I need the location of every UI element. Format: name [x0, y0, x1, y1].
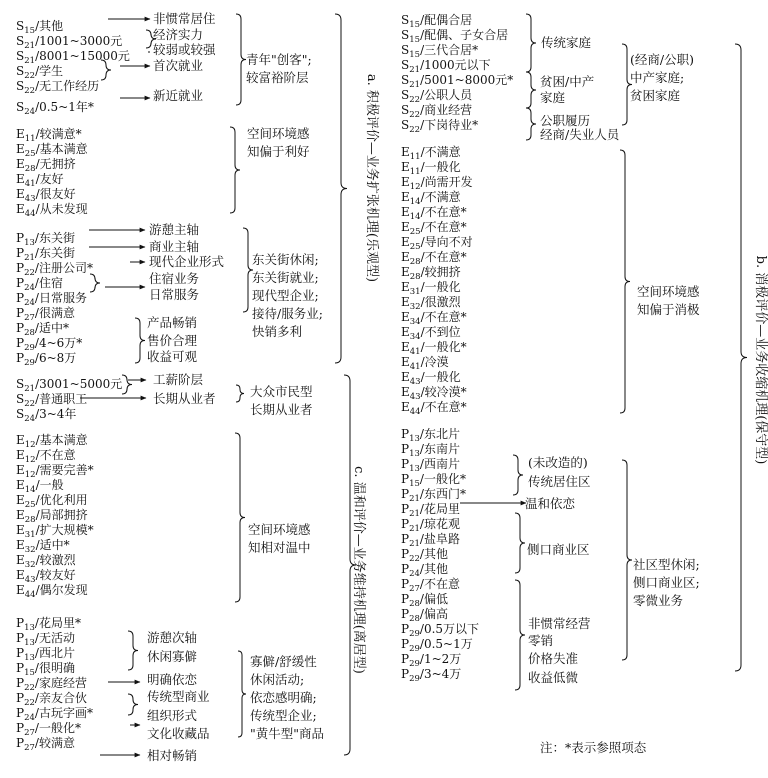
group-label: 东关街休闲; — [252, 252, 319, 267]
footnote: 注：*表示参照项态 — [540, 740, 647, 755]
item-code: $E_{44}/$从未发现 — [16, 202, 88, 219]
item-code: $E_{12}/$基本满意 — [16, 433, 88, 450]
group-label: 零微业务 — [633, 593, 684, 608]
group-label: 接待/服务业; — [252, 306, 323, 321]
item-code: $P_{13}/$东南片 — [401, 442, 460, 459]
item-code: $P_{21}/$东关街 — [16, 246, 75, 263]
mechanism-desc: 较弱或较强 — [153, 42, 216, 57]
item-code: $E_{31}/$扩大规模* — [16, 523, 94, 540]
item-code: $P_{28}/$偏高 — [401, 607, 448, 624]
mechanism-desc: 收益可观 — [147, 349, 198, 364]
item-code: $E_{32}/$适中* — [16, 538, 70, 555]
mechanism-desc: 工薪阶层 — [153, 372, 204, 387]
mechanism-desc: 住宿业务 — [149, 271, 200, 286]
item-code: $P_{13}/$无活动 — [16, 631, 75, 648]
group-label: 侧口商业区; — [633, 575, 700, 590]
item-code: $E_{12}/$需要完善* — [16, 463, 94, 480]
group-label: 贫困家庭 — [630, 88, 681, 103]
panel-c-label: c. 温和评价—业务维持机理(离居型) — [351, 466, 366, 674]
mechanism-desc: 首次就业 — [153, 58, 204, 73]
item-code: $P_{24}/$古玩字画* — [16, 706, 93, 723]
mechanism-desc: 传统型商业 — [147, 689, 210, 704]
item-code: $S_{22}/$学生 — [16, 64, 64, 81]
mechanism-desc: 明确依恋 — [147, 672, 198, 687]
mechanism-desc: 长期从业者 — [153, 391, 216, 406]
group-label: 快销多利 — [252, 324, 303, 339]
group-label: 长期从业者 — [250, 402, 313, 417]
mechanism-desc: 温和依恋 — [525, 496, 576, 511]
mechanism-desc: 非惯常居住 — [153, 11, 216, 26]
mechanism-desc: 传统居住区 — [528, 474, 591, 489]
item-code: $P_{15}/$很明确 — [16, 661, 75, 678]
group-label: 传统型企业; — [250, 708, 317, 723]
item-code: $P_{28}/$适中* — [16, 321, 69, 338]
group-label: "黄牛型"商品 — [250, 726, 324, 741]
item-code: $P_{22}/$家庭经营 — [16, 676, 87, 693]
mechanism-desc: 休闲寡僻 — [147, 649, 198, 664]
item-code: $S_{22}/$商业经营 — [401, 103, 473, 120]
item-code: $P_{22}/$其他 — [401, 547, 448, 564]
item-code: $E_{43}/$较冷漠* — [401, 385, 467, 402]
item-code: $E_{32}/$很激烈 — [401, 295, 461, 312]
mechanism-desc: 零销 — [528, 633, 554, 648]
item-code: $E_{34}/$不在意* — [401, 310, 467, 327]
group-label: 社区型休闲; — [633, 557, 700, 572]
item-code: $P_{22}/$亲友合伙 — [16, 691, 87, 708]
mechanism-desc: 经济实力 — [153, 27, 204, 42]
item-code: $P_{29}/4\sim 6$万* — [16, 336, 83, 353]
item-code: $E_{41}/$友好 — [16, 172, 64, 189]
mechanism-desc: 知偏于消极 — [637, 302, 700, 317]
item-code: $S_{22}/$公职人员 — [401, 88, 473, 105]
mechanism-desc: 空间环境感 — [248, 522, 311, 537]
item-code: $S_{21}/1001\sim 3000$元 — [16, 34, 123, 51]
item-code: $E_{11}/$较满意* — [16, 127, 82, 144]
mechanism-desc: 空间环境感 — [637, 284, 700, 299]
mechanism-desc: 贫困/中产 — [540, 74, 595, 89]
item-code: $S_{15}/$配偶合居 — [401, 13, 473, 30]
panel-b-label: b. 消极评价—业务收缩机理(保守型) — [753, 255, 768, 465]
item-code: $P_{24}/$日常服务 — [16, 291, 87, 308]
item-code: $E_{11}/$一般化 — [401, 160, 461, 177]
item-code: $P_{29}/3\sim 4$万 — [401, 667, 462, 684]
group-label: 青年"创客"; — [246, 52, 312, 67]
item-code: $S_{21}/3001\sim 5000$元 — [16, 377, 123, 394]
item-code: $E_{41}/$冷漠 — [401, 355, 449, 372]
mechanism-desc: 收益低微 — [528, 670, 579, 685]
item-code: $S_{15}/$其他 — [16, 19, 64, 36]
item-code: $E_{14}/$不在意* — [401, 205, 467, 222]
diagram-content — [16, 11, 768, 763]
item-code: $E_{41}/$一般化* — [401, 340, 467, 357]
item-code: $S_{22}/$普通职工 — [16, 392, 88, 409]
mechanism-desc: 商业主轴 — [149, 239, 200, 254]
mechanism-desc: 现代企业形式 — [149, 254, 225, 269]
item-code: $S_{21}/8001\sim 15000$元 — [16, 49, 130, 66]
item-code: $E_{25}/$基本满意 — [16, 142, 88, 159]
mechanism-desc: 经商/失业人员 — [540, 127, 620, 142]
item-code: $P_{13}/$西北片 — [16, 646, 75, 663]
item-code: $P_{13}/$西南片 — [401, 457, 460, 474]
item-code: $S_{21}/1000$元以下 — [401, 58, 491, 75]
item-code: $P_{28}/$偏低 — [401, 592, 448, 609]
panel-a-label: a. 积极评价—业务扩张机理(乐观型) — [364, 73, 379, 283]
item-code: $P_{21}/$东西门* — [401, 487, 466, 504]
item-code: $P_{29}/0.5$万以下 — [401, 622, 480, 639]
mechanism-desc: 价格失准 — [528, 651, 579, 666]
item-code: $E_{34}/$不到位 — [401, 325, 461, 342]
item-code: $P_{21}/$盐阜路 — [401, 532, 460, 549]
mechanism-desc: 知相对温中 — [248, 540, 311, 555]
item-code: $E_{43}/$很友好 — [16, 187, 76, 204]
item-code: $S_{21}/5001\sim 8000$元* — [401, 73, 514, 90]
item-code: $E_{43}/$一般化 — [401, 370, 461, 387]
item-code: $S_{15}/$配偶、子女合居 — [401, 28, 509, 45]
item-code: $P_{24}/$住宿 — [16, 276, 63, 293]
mechanism-desc: 游憩主轴 — [149, 222, 200, 237]
group-label: 现代型企业; — [252, 288, 319, 303]
item-code: $E_{25}/$不在意* — [401, 220, 467, 237]
item-code: $E_{28}/$局部拥挤 — [16, 508, 88, 525]
item-code: $E_{31}/$一般化 — [401, 280, 461, 297]
group-label: (经商/公职) — [630, 52, 694, 67]
item-code: $P_{15}/$一般化* — [401, 472, 466, 489]
item-code: $E_{32}/$较激烈 — [16, 553, 76, 570]
item-code: $S_{24}/3\sim 4$年 — [16, 407, 77, 424]
mechanism-desc: 新近就业 — [153, 88, 204, 103]
item-code: $P_{13}/$东关街 — [16, 231, 75, 248]
group-label: 大众市民型 — [250, 384, 313, 399]
mechanism-desc: 空间环境感 — [247, 126, 310, 141]
item-code: $P_{29}/1\sim 2$万 — [401, 652, 462, 669]
group-label: 中产家庭; — [630, 70, 685, 85]
group-label: 较富裕阶层 — [246, 70, 309, 85]
group-label: 寡僻/舒缓性 — [250, 654, 317, 669]
mechanism-desc: 家庭 — [540, 90, 566, 105]
mechanism-desc: (未改造的) — [528, 455, 588, 470]
item-code: $P_{27}/$很满意 — [16, 306, 75, 323]
mechanism-desc: 相对畅销 — [147, 748, 198, 763]
item-code: $E_{12}/$不在意 — [16, 448, 76, 465]
item-code: $E_{28}/$无拥挤 — [16, 157, 76, 174]
item-code: $E_{14}/$不满意 — [401, 190, 461, 207]
item-code: $P_{13}/$花局里* — [16, 616, 81, 633]
item-code: $S_{22}/$无工作经历 — [16, 79, 100, 96]
mechanism-desc: 侧口商业区 — [527, 542, 590, 557]
mechanism-desc: 售价合理 — [147, 333, 198, 348]
mechanism-desc: 产品畅销 — [147, 315, 198, 330]
mechanism-desc: 日常服务 — [149, 287, 200, 302]
item-code: $P_{29}/0.5\sim 1$万 — [401, 637, 473, 654]
item-code: $P_{27}/$不在意 — [401, 577, 460, 594]
item-code: $E_{25}/$导向不对 — [401, 235, 473, 252]
item-code: $E_{44}/$不在意* — [401, 400, 467, 417]
group-label: 依恋感明确; — [250, 690, 317, 705]
item-code: $E_{28}/$较拥挤 — [401, 265, 461, 282]
item-code: $E_{12}/$尚需开发 — [401, 175, 473, 192]
item-code: $E_{44}/$偶尔发现 — [16, 583, 88, 600]
mechanism-desc: 文化收藏品 — [147, 726, 210, 741]
mechanism-desc: 游憩次轴 — [147, 630, 198, 645]
item-code: $E_{43}/$较友好 — [16, 568, 76, 585]
mechanism-desc: 非惯常经营 — [528, 616, 591, 631]
group-label: 休闲活动; — [250, 672, 305, 687]
mechanism-desc: 组织形式 — [147, 708, 198, 723]
item-code: $E_{25}/$优化利用 — [16, 493, 88, 510]
item-code: $P_{27}/$一般化* — [16, 721, 81, 738]
item-code: $E_{28}/$不在意* — [401, 250, 467, 267]
item-code: $S_{24}/0.5\sim 1$年* — [16, 100, 94, 117]
item-code: $P_{21}/$花局里 — [401, 502, 460, 519]
item-code: $P_{29}/6\sim 8$万 — [16, 351, 77, 368]
item-code: $P_{22}/$注册公司* — [16, 261, 93, 278]
group-label: 东关街就业; — [252, 270, 319, 285]
item-code: $P_{24}/$其他 — [401, 562, 448, 579]
mechanism-desc: 公职履历 — [540, 113, 591, 128]
item-code: $S_{15}/$三代合居* — [401, 43, 479, 60]
item-code: $E_{11}/$不满意 — [401, 145, 461, 162]
mechanism-desc: 知偏于利好 — [247, 144, 310, 159]
item-code: $P_{21}/$琼花观 — [401, 517, 460, 534]
item-code: $E_{14}/$一般 — [16, 478, 64, 495]
item-code: $P_{27}/$较满意 — [16, 736, 75, 753]
item-code: $S_{22}/$下岗待业* — [401, 118, 479, 135]
item-code: $P_{13}/$东北片 — [401, 427, 460, 444]
mechanism-desc: 传统家庭 — [541, 35, 592, 50]
